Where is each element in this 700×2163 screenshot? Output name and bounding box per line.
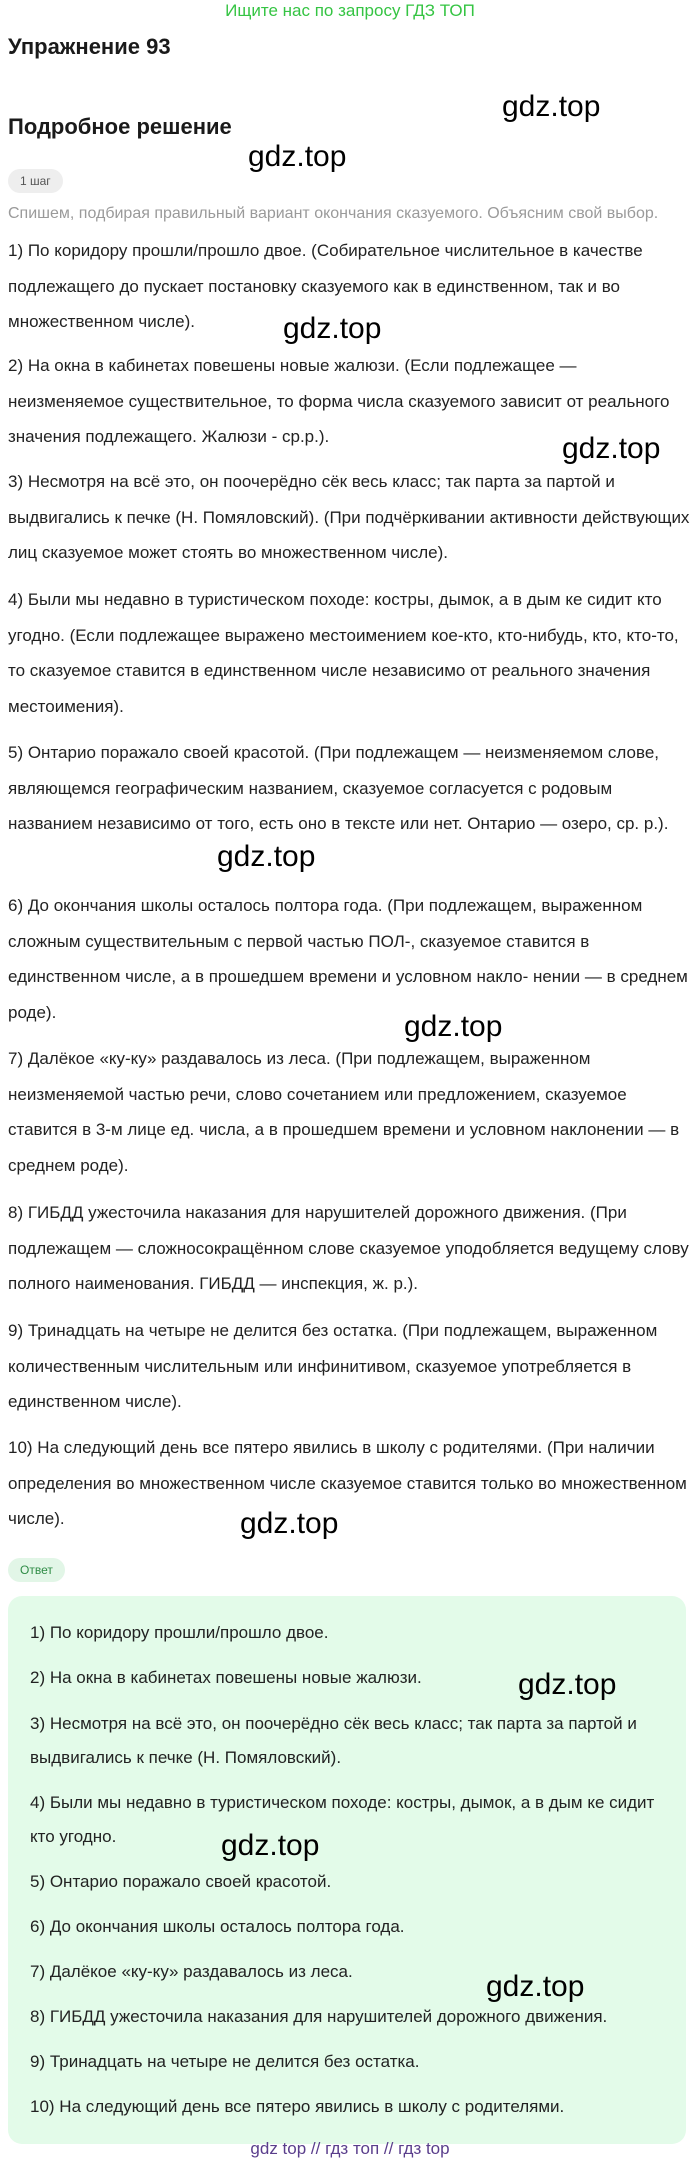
footer-links[interactable]: gdz top // гдз топ // гдз top	[250, 2139, 450, 2158]
answer-item: 5) Онтарио поражало своей красотой.	[30, 1872, 332, 1891]
solution-item: 4) Были мы недавно в туристическом походе: костры, дымок, а в дым ке сидит кто угодно. (Если подлежащее выражено местоимением кое-кто, кто-нибудь, кто, кто-то, то сказуемое ставится в единственном числе независимо от реального значения местоимения).	[8, 590, 679, 716]
answer-item: 3) Несмотря на всё это, он поочерёдно сёк весь класс; так парта за партой и выдвигались к печке (Н. Помяловский).	[30, 1714, 637, 1767]
answer-item: 7) Далёкое «ку-ку» раздавалось из леса.	[30, 1962, 353, 1981]
watermark: gdz.top	[217, 840, 316, 873]
step-chip: 1 шаг	[8, 169, 63, 193]
solution-item: 6) До окончания школы осталось полтора года. (При подлежащем, выраженном сложным существительным с первой частью ПОЛ-, сказуемое ставится в единственном числе, а в прошедшем времени и условном накло- нении — в среднем роде).	[8, 896, 688, 1022]
solution-item: 8) ГИБДД ужесточила наказания для нарушителей дорожного движения. (При подлежащем — сложносокращённом слове сказуемое уподобляется ведущему слову полного наименования. ГИБДД — инспекция, ж. р.).	[8, 1203, 689, 1293]
watermark: gdz.top	[502, 90, 601, 123]
solution-item: 10) На следующий день все пятеро явились в школу с родителями. (При наличии определения во множественном числе сказуемое ставится только во множественном числе).	[8, 1438, 687, 1528]
solution-item: 7) Далёкое «ку-ку» раздавалось из леса. (При подлежащем, выраженном неизменяемой частью речи, слово сочетанием или предложением, сказуемое ставится в 3-м лице ед. числа, а в прошедшем времени и условном наклонении — в среднем роде).	[8, 1049, 680, 1175]
answer-item: 10) На следующий день все пятеро явились в школу с родителями.	[30, 2097, 565, 2116]
watermark: gdz.top	[404, 1010, 503, 1043]
watermark: gdz.top	[248, 140, 347, 173]
answer-item: 9) Тринадцать на четыре не делится без остатка.	[30, 2052, 420, 2071]
watermark: gdz.top	[518, 1668, 617, 1701]
search-banner[interactable]: Ищите нас по запросу ГДЗ ТОП	[225, 1, 475, 20]
solution-item: 5) Онтарио поражало своей красотой. (При подлежащем — неизменяемом слове, являющемся географическим названием, сказуемое согласуется с родовым названием независимо от того, есть оно в тексте или нет. Онтарио — озеро, ср. р.).	[8, 743, 669, 833]
solution-item: 1) По коридору прошли/прошло двое. (Собирательное числительное в качестве подлежащего до пускает постановку сказуемого как в единственном, так и во множественном числе).	[8, 241, 643, 331]
answer-item: 2) На окна в кабинетах повешены новые жалюзи.	[30, 1668, 422, 1687]
watermark: gdz.top	[240, 1507, 339, 1540]
answer-item: 1) По коридору прошли/прошло двое.	[30, 1623, 329, 1642]
answer-item: 6) До окончания школы осталось полтора года.	[30, 1917, 405, 1936]
watermark: gdz.top	[486, 1970, 585, 2003]
page-title: Упражнение 93	[8, 34, 171, 59]
answer-item: 4) Были мы недавно в туристическом походе: костры, дымок, а в дым ке сидит кто угодно.	[30, 1793, 655, 1846]
answer-item: 8) ГИБДД ужесточила наказания для нарушителей дорожного движения.	[30, 2007, 608, 2026]
solution-item: 3) Несмотря на всё это, он поочерёдно сёк весь класс; так парта за партой и выдвигались к печке (Н. Помяловский). (При подчёркивании активности действующих лиц сказуемое может стоять во множественном числе).	[8, 472, 690, 562]
section-title: Подробное решение	[8, 114, 232, 139]
watermark: gdz.top	[221, 1829, 320, 1862]
watermark: gdz.top	[562, 432, 661, 465]
answer-chip: Ответ	[8, 1558, 65, 1582]
watermark: gdz.top	[283, 312, 382, 345]
solution-item: 2) На окна в кабинетах повешены новые жалюзи. (Если подлежащее — неизменяемое существительное, то форма числа сказуемого зависит от реального значения подлежащего. Жалюзи - ср.р.).	[8, 356, 670, 446]
solution-item: 9) Тринадцать на четыре не делится без остатка. (При подлежащем, выраженном количественным числительным или инфинитивом, сказуемое употребляется в единственном числе).	[8, 1321, 658, 1411]
intro-text: Спишем, подбирая правильный вариант окончания сказуемого. Объясним свой выбор.	[8, 205, 659, 222]
